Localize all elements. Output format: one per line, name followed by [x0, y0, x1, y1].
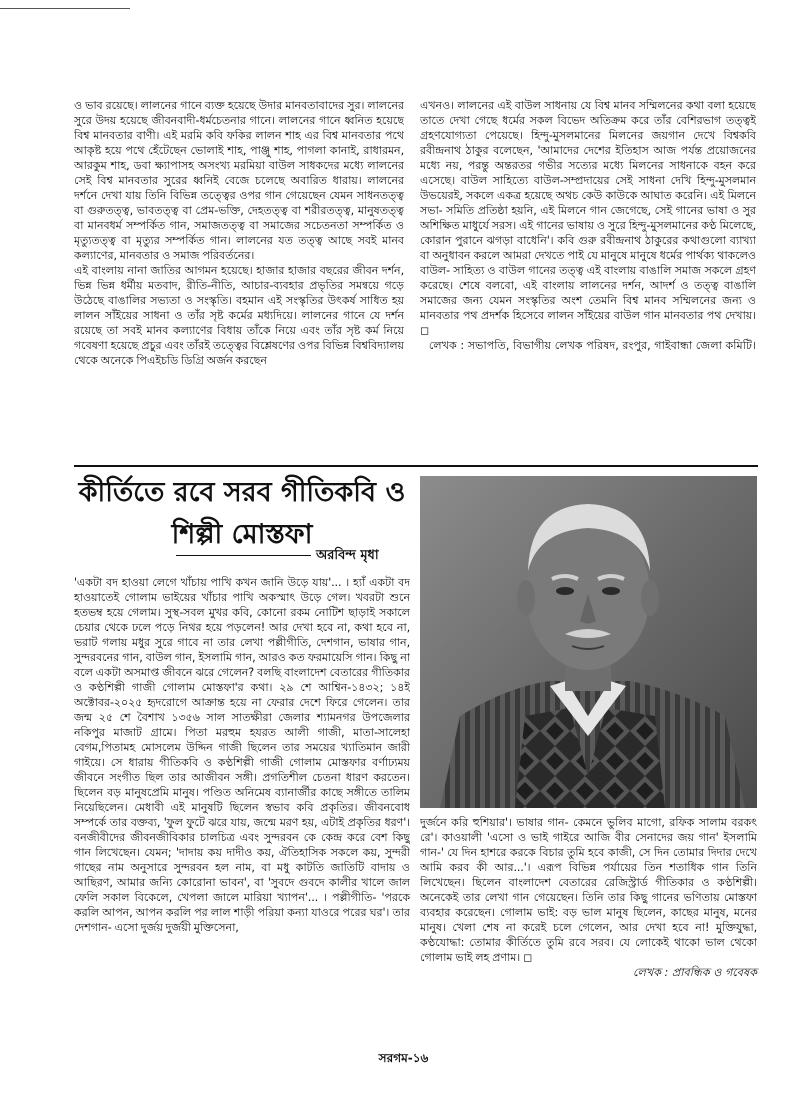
portrait-photo	[420, 476, 757, 808]
article1-paragraph-2: এই বাংলায় নানা জাতির আগমন হয়েছে। হাজার হাজার বছরের জীবন দর্শন, ভিন্ন ভিন্ন ধর্মীয় মতবাদ, রীতি-নীতি, আচার-ব্যবহার প্রভৃতির সমন্বয়ে গড়ে উঠেছে বাঙালির সভ্যতা ও সংস্কৃতি। বহমান এই সংস্কৃতির উৎকর্ষ সাধিত হয় লালন সাঁইয়ের সাধনা ও তাঁর সৃষ্ট কর্মের মধ্যদিয়ে। লালনের গানে যে দর্শন রয়েছে তা সবই মানব কল্যাণের বিধায় তাঁকে নিয়ে এবং তাঁর সৃষ্ট কর্ম নিয়ে গবেষণা হয়েছে প্রচুর এবং তাঁরই তত্ত্বের বিশ্লেষণের ওপর বিভিন্ন বিশ্ববিদ্যালয় থেকে অনেকে পিএইচডি ডিগ্রি অর্জন করছেন	[74, 264, 404, 367]
article1-author-credit: লেখক : সভাপতি, বিভাগীয় লেখক পরিষদ, রংপুর, গাইবান্ধা জেলা কমিটি।	[428, 339, 756, 352]
article2-left-column	[74, 575, 410, 1035]
article2-author-credit: লেখক : প্রাবন্ধিক ও গবেষক	[632, 966, 757, 979]
article2-right-column	[420, 815, 757, 1035]
top-rule	[0, 8, 130, 9]
article2-headline-line2: শিল্পী মোস্তফা	[171, 519, 313, 550]
page-number: সরগম-১৬	[378, 1051, 429, 1065]
article1-right-column	[420, 98, 756, 353]
article2-headline-line1: কীর্তিতে রবে সরব গীতিকবি ও	[78, 477, 406, 508]
article1-paragraph-3: এখনও। লালনের এই বাউল সাধনায় যে বিশ্ব মানব সম্মিলনের কথা বলা হয়েছে তাতে দেখা গেছে ধর্মের সকল বিভেদ অতিক্রম করে তাঁর বেশিরভাগ তত্ত্বই গ্রহণযোগ্যতা পেয়েছে। হিন্দু-মুসলমানের মিলনের জয়গান দেখে বিশ্বকবি রবীন্দ্রনাথ ঠাকুর বলেছেন, 'আমাদের দেশের ইতিহাস আজ পর্যন্ত প্রয়োজনের মধ্যে নয়, পরন্তু অন্তরতর গভীর সত্যের মধ্যে মিলনের সাধনাকে বহন করে এসেছে। বাউল সাহিত্যে বাউল-সম্প্রদায়ের সেই সাধনা দেখি হিন্দু-মুসলমান উভয়েরই, সকলে একত্র হয়েছে অথচ কেউ কাউকে আঘাত করেনি। এই মিলনে সভা- সমিতি প্রতিষ্ঠা হয়নি, এই মিলনে গান জেগেছে, সেই গানের ভাষা ও সুর অশিক্ষিত মাধুর্যে সরস। এই গানের ভাষায় ও সুরে হিন্দু-মুসলমানের কণ্ঠ মিলেছে, কোরান পুরানে ঝগড়া বাধেনি'। কবি গুরু রবীন্দ্রনাথ ঠাকুরের কথাগুলো ব্যাখ্যা বা অনুধাবন করলে আমরা দেখতে পাই যে মানুষে মানুষে ধর্মের পার্থক্য থাকলেও বাউল- সাহিত্য ও বাউল গানের তত্ত্ব এই বাংলায় বাঙালি সমাজ সকলে গ্রহণ করেছে। শেষে বলবো, এই বাংলায় লালনের দর্শন, আদর্শ ও তত্ত্ব বাঙালি সমাজের জন্য যেমন সংস্কৃতির অংশ তেমনি বিশ্ব মানব সম্মিলনের জন্য ও মানবতার পথ প্রদর্শক হিসেবে লালন সাঁইয়ের বাউল গান মানবতার পথ দেখায়। ◻	[420, 99, 756, 337]
article2-headline	[74, 472, 410, 556]
section-divider	[74, 465, 758, 467]
portrait-illustration	[420, 476, 757, 808]
article2-paragraph-1: 'একটা বদ হাওয়া লেগে খাঁচায় পাখি কখন জানি উড়ে যায়'... । হ্যাঁ একটা বদ হাওয়াতেই গোলাম ভাইয়ের খাঁচার পাখি অকস্মাৎ উড়ে গেল। খবরটা শুনে হতভম্ব হয়ে গেলাম। সুস্থ-সবল মুখর কবি, কোনো রকম নোটিশ ছাড়াই সকালে চেয়ার থেকে ঢলে পড়ে নিথর হয়ে পড়লেন! আর দেখা হবে না, কথা হবে না, ভরাট গলায় মধুর সুরে গাবে না তার লেখা পল্লীগীতি, দেশগান, ভাষার গান, সুন্দরবনের গান, বাউল গান, ইসলামি গান, আরও কত ফরমায়েসি গান। কিছু না বলে একটা অসমাপ্ত জীবনে ঝরে গেলেন? বলছি বাংলাদেশ বেতারের গীতিকার ও কণ্ঠশিল্পী গাজী গোলাম মোস্তফা'র কথা। ২৯ শে আশ্বিন-১৪৩২; ১৪ই অক্টোবর-২০২৫ হৃদরোগে আক্রান্ত হয়ে না ফেরার দেশে ফিরে গেলেন। তার জন্ম ২৫ শে বৈশাখ ১৩৫৬ সাল সাতক্ষীরা জেলার শ্যামনগর উপজেলার নকিপুর মাজাট গ্রামে। পিতা মরহুম হযরত আলী গাজী, মাতা-সালেহা বেগম,পিতামহ মোসলেম উদ্দিন গাজী ছিলেন তার সময়ের খ্যাতিমান জারী গাইয়ে। সে ধারায় গীতিকবি ও কণ্ঠশিল্পী গাজী গোলাম মোস্তফার বর্ণাঢ্যময় জীবনে সংগীত ছিল তার আজীবন সঙ্গী। প্রগতিশীল চেতনা ধারণ করতেন। ছিলেন বড় মানুষপ্রেমি মানুষ। পণ্ডিত অনিমেষ ব্যানার্জীর কাছে সঙ্গীতে তালিম নিয়েছিলেন। মেধাবী এই মানুষটি ছিলেন স্বভাব কবি প্রকৃতির। জীবনবোধ সম্পর্কে তার বক্তব্য, 'ফুল ফুটে ঝরে যায়, জন্মে মরণ হয়, এটাই প্রকৃতির ধরণ'। বনজীবীদের জীবনজীবিকার চালচিত্র এবং সুন্দরবন কে কেন্দ্র করে বেশ কিছু গান লিখেছেন। যেমন; 'দাদায় কয় দাদীও কয়, ঐতিহাসিক সকলে কয়, সুন্দরী গাছের নাম অনুসারে সুন্দরবন হল নাম, বা মধু কাটতি জাতিটি বাদায় ও আছিরণ, আমার জন্যি কোরোনা ভাবন', বা 'সুবদে গুবদে কালীর খালে জাল ফেলি সকাল বিকেলে, খেপলা জালে মারিয়া খ্যাপন'... । পল্লীগীতি- 'পরকে করলি আপন, আপন করলি পর লাল শাড়ী পরিয়া কন্যা যাওরে পরের ঘর'। তার দেশগান- এসো দুর্জয় দুর্জয়ী মুক্তিসেনা,	[74, 576, 410, 934]
article1-left-column	[74, 98, 404, 368]
article2-paragraph-2: দুর্জনে করি হুশিয়ার'। ভাষার গান- কেমনে ভুলিব মাগো, রফিক সালাম বরকৎ রে'। কাওয়ালী 'এসো ও ভাই গাইরে আজি বীর সেনাদের জয় গান' ইসলামি গান-' যে দিন হাশরে করকে বিচার তুমি হবে কাজী, সে দিন তোমার দিদার দেখে আমি করব কী আর...'। এরূপ বিভিন্ন পর্যায়ের তিন শতাধিক গান তিনি লিখেছেন। ছিলেন বাংলাদেশ বেতারের রেজিস্ট্রার্ড গীতিকার ও কণ্ঠশিল্পী। অনেকেই তার লেখা গান গেয়েছেন। তিনি তার কিছু গানের ভণিতায় মোস্তফা ব্যবহার করেছেন। গোলাম ভাই: বড় ভাল মানুষ ছিলেন, কাছের মানুষ, মনের মানুষ। খেলা শেষ না করেই চলে গেলেন, আর দেখা হবে না! মুক্তিযুদ্ধা, কণ্ঠযোদ্ধা: তোমার কীর্তিতে তুমি রবে সরব। যে লোকেই থাকো ভাল থেকো গোলাম ভাই লহ প্রণাম। ◻	[420, 816, 757, 964]
article2-author: অরবিন্দ মৃধা	[316, 548, 379, 563]
article1-paragraph-1: ও ভাব রয়েছে। লালনের গানে ব্যক্ত হয়েছে উদার মানবতাবাদের সুর। লালনের সুরে উদয় হয়েছে জীবনবাদী-ধর্মচেতনার গানে। লালনের গানে ধ্বনিত হয়েছে বিশ্ব মানবতার বাণী। এই মরমি কবি ফকির লালন শাহ এর বিশ্ব মানবতার পথে আকৃষ্ট হয়ে পথে হেঁটেছেন ভোলাই শাহ, পাঞ্জু শাহ, পাগলা কানাই, রাধারমন, আরকুম শাহ, ডবা ক্ষ্যাপাসহ অসংখ্য মরমিয়া বাউল সাধকদের মধ্যে লালনের সেই বিশ্ব মানবতার সুরের ধ্বনিই বেজে চলেছে অবারিত ধারায়। লালনের দর্শনে দেখা যায় তিনি বিভিন্ন তত্ত্বের ওপর গান গেয়েছেন যেমন সাধনতত্ত্ব বা গুরুতত্ত্ব, ভাবতত্ত্ব বা প্রেম-ভক্তি, দেহতত্ত্ব বা শরীরতত্ত্ব, মানুষতত্ত্ব বা মানবধর্ম সম্পর্কিত গান, সমাজতত্ত্ব বা সমাজের সচেতনতা সম্পর্কিত ও মৃত্যুতত্ত্ব বা মৃত্যুর সম্পর্কিত গান। লালনের যত তত্ত্ব আছে সবই মানব কল্যাণের, মানবতার ও সমাজ পরিবর্তনের।	[74, 99, 404, 262]
author-rule	[176, 555, 311, 556]
